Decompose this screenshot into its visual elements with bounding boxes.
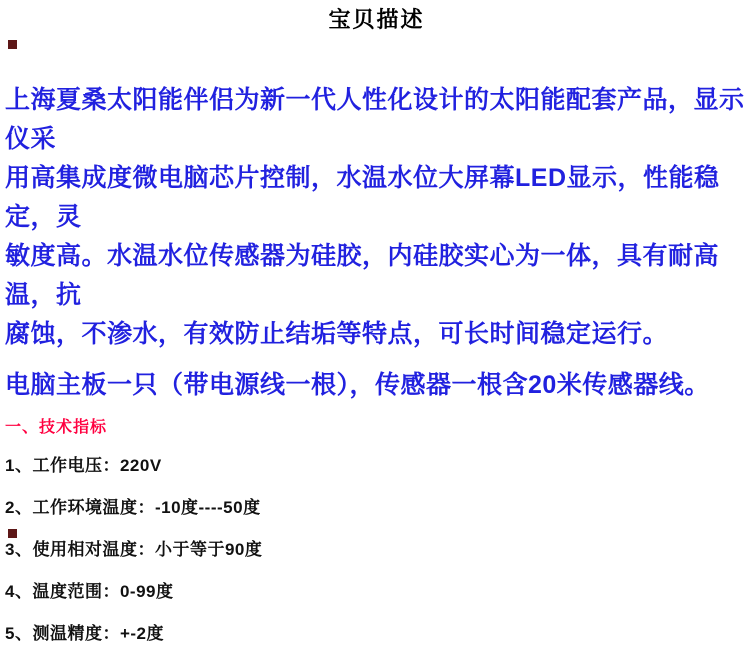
package-contents-paragraph: 电脑主板一只（带电源线一根），传感器一根含20米传感器线。 xyxy=(5,371,710,399)
paragraph-line: 腐蚀，不渗水，有效防止结垢等特点，可长时间稳定运行。 xyxy=(5,320,669,348)
page-title: 宝贝描述 xyxy=(328,7,425,32)
spec-item-accuracy: 5、测温精度：+-2度 xyxy=(5,624,164,643)
intro-paragraph xyxy=(5,81,753,354)
spec-item-relative-temp: 3、使用相对温度：小于等于90度 xyxy=(5,540,263,559)
paragraph-line: 用高集成度微电脑芯片控制，水温水位大屏幕LED显示，性能稳定，灵 xyxy=(5,164,720,231)
red-square-icon xyxy=(8,40,17,49)
paragraph-line: 上海夏桑太阳能伴侣为新一代人性化设计的太阳能配套产品，显示仪采 xyxy=(5,86,745,153)
spec-section-heading: 一、技术指标 xyxy=(5,419,108,436)
spec-item-ambient-temp: 2、工作环境温度：-10度----50度 xyxy=(5,498,261,517)
spec-list xyxy=(0,455,753,645)
spec-item-voltage: 1、工作电压：220V xyxy=(5,456,162,475)
paragraph-line: 敏度高。水温水位传感器为硅胶，内硅胶实心为一体，具有耐高温，抗 xyxy=(5,242,720,309)
spec-item-temp-range: 4、温度范围：0-99度 xyxy=(5,582,174,601)
